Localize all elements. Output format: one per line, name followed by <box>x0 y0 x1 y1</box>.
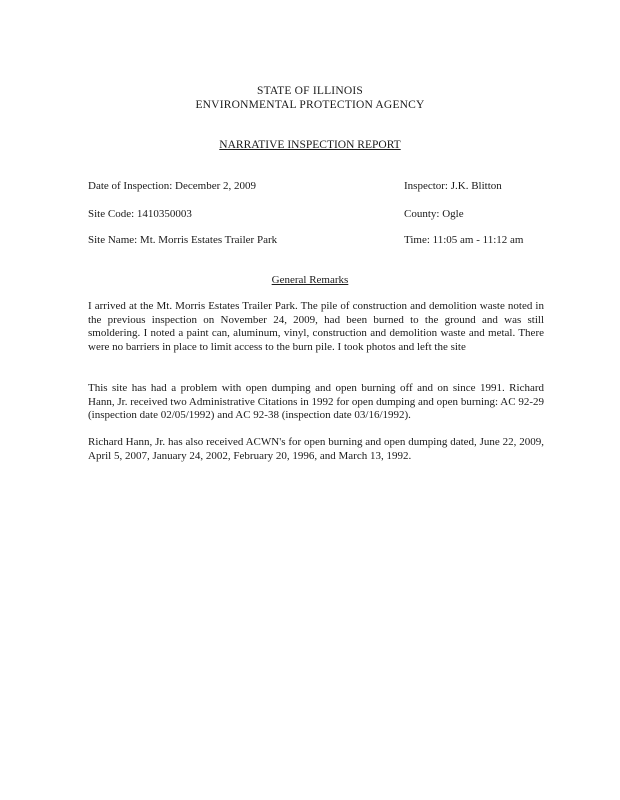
general-remarks-heading: General Remarks <box>271 274 349 286</box>
site-name: Site Name: Mt. Morris Estates Trailer Park <box>88 234 278 246</box>
state-name: STATE OF ILLINOIS <box>257 85 363 97</box>
agency-header <box>0 84 620 112</box>
agency-name: ENVIRONMENTAL PROTECTION AGENCY <box>195 99 425 111</box>
inspection-time: Time: 11:05 am - 11:12 am <box>404 234 524 246</box>
site-code: Site Code: 1410350003 <box>88 208 192 220</box>
report-title: NARRATIVE INSPECTION REPORT <box>219 139 401 151</box>
date-of-inspection: Date of Inspection: December 2, 2009 <box>88 180 256 192</box>
remarks-paragraph-3: Richard Hann, Jr. has also received ACWN's for open burning and open dumping dated, June 22, 2009, April 5, 2007, January 24, 2002, February 20, 1996, and March 13, 1992. <box>88 436 544 462</box>
remarks-paragraph-1: I arrived at the Mt. Morris Estates Trailer Park. The pile of construction and demolition waste noted in the previous inspection on November 24, 2009, had been burned to the ground and was still smoldering. I noted a paint can, aluminum, vinyl, construction and demolition waste and metal. There were no barriers in place to limit access to the burn pile. I took photos and left the site <box>88 300 544 353</box>
county: County: Ogle <box>404 208 464 220</box>
remarks-paragraph-2: This site has had a problem with open dumping and open burning off and on since 1991. Richard Hann, Jr. received two Administrative Citations in 1992 for open dumping and open burning: AC 92-29 (inspection date 02/05/1992) and AC 92-38 (inspection date 03/16/1992). <box>88 382 544 421</box>
inspector: Inspector: J.K. Blitton <box>404 180 502 192</box>
